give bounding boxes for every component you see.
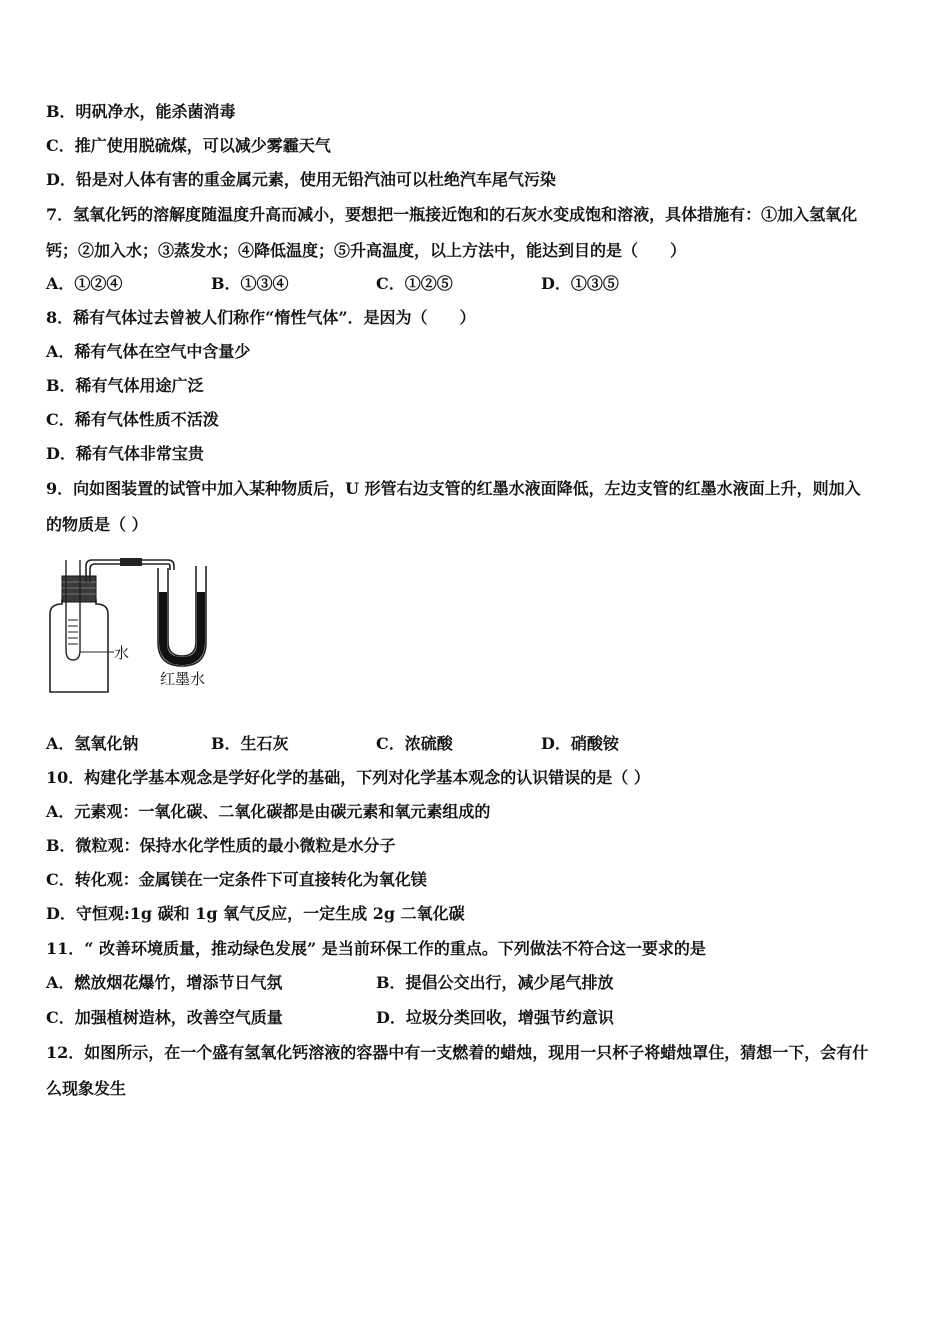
q10-stem: 10．构建化学基本观念是学好化学的基础，下列对化学基本观念的认识错误的是（ ） (46, 768, 650, 787)
q8-option-c: C．稀有气体性质不活泼 (46, 410, 219, 429)
q6-option-d: D．铅是对人体有害的重金属元素，使用无铅汽油可以杜绝汽车尾气污染 (46, 170, 556, 189)
q11-option-b: B．提倡公交出行，减少尾气排放 (376, 973, 614, 992)
q11-stem: 11．“ 改善环境质量，推动绿色发展” 是当前环保工作的重点。下列做法不符合这一要求的是 (46, 939, 706, 958)
rubber-stopper (62, 576, 96, 602)
q11-option-a: A．燃放烟花爆竹，增添节日气氛 (46, 973, 283, 992)
bottle-outline (50, 600, 108, 692)
q9-stem-line2: 的物质是（ ） (46, 515, 148, 534)
label-water: 水 (114, 644, 130, 662)
q8-option-b: B．稀有气体用途广泛 (46, 376, 204, 395)
q6-option-b: B．明矾净水，能杀菌消毒 (46, 102, 236, 121)
q7-option-b: B．①③④ (211, 274, 289, 293)
q7-stem-line1: 7．氢氧化钙的溶解度随温度升高而减小，要想把一瓶接近饱和的石灰水变成饱和溶液，具体措施有：①加入氢氧化 (46, 205, 858, 224)
q10-option-b: B．微粒观：保持水化学性质的最小微粒是水分子 (46, 836, 396, 855)
q10-option-c: C．转化观：金属镁在一定条件下可直接转化为氧化镁 (46, 870, 427, 889)
q11-option-d: D．垃圾分类回收，增强节约意识 (376, 1008, 614, 1027)
q9-apparatus-figure (40, 552, 230, 697)
q7-stem-line2: 钙；②加入水；③蒸发水；④降低温度；⑤升高温度，以上方法中，能达到目的是（ ） (46, 241, 687, 260)
q7-option-d: D．①③⑤ (541, 274, 619, 293)
q10-option-d: D．守恒观:1g 碳和 1g 氧气反应，一定生成 2g 二氧化碳 (46, 904, 465, 923)
q9-stem-line1: 9．向如图装置的试管中加入某种物质后，U 形管右边支管的红墨水液面降低，左边支管的红墨水液面上升，则加入 (46, 479, 861, 498)
rubber-joint (120, 558, 142, 566)
q9-option-b: B．生石灰 (211, 734, 289, 753)
q12-stem-line1: 12．如图所示，在一个盛有氢氧化钙溶液的容器中有一支燃着的蜡烛，现用一只杯子将蜡烛罩住，猜想一下，会有什 (46, 1043, 869, 1062)
q10-option-a: A．元素观：一氧化碳、二氧化碳都是由碳元素和氧元素组成的 (46, 802, 491, 821)
q11-option-c: C．加强植树造林，改善空气质量 (46, 1008, 283, 1027)
q12-stem-line2: 么现象发生 (46, 1079, 127, 1098)
q8-option-a: A．稀有气体在空气中含量少 (46, 342, 251, 361)
q9-option-c: C．浓硫酸 (376, 734, 453, 753)
label-red-ink: 红墨水 (160, 670, 206, 688)
q8-stem: 8．稀有气体过去曾被人们称作“惰性气体”．是因为（ ） (46, 308, 476, 327)
q7-option-c: C．①②⑤ (376, 274, 453, 293)
q8-option-d: D．稀有气体非常宝贵 (46, 444, 204, 463)
q6-option-c: C．推广使用脱硫煤，可以减少雾霾天气 (46, 136, 331, 155)
q9-option-d: D．硝酸铵 (541, 734, 619, 753)
test-tube (66, 560, 80, 660)
q9-option-a: A．氢氧化钠 (46, 734, 139, 753)
q7-option-a: A．①②④ (46, 274, 123, 293)
